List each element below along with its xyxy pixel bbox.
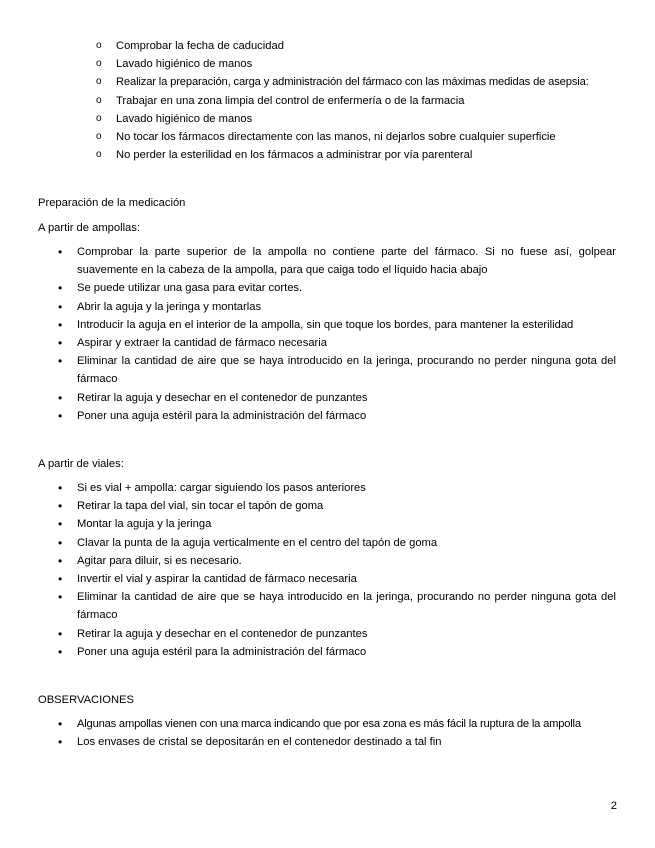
circle-bullet-icon: o	[96, 58, 102, 70]
list-item: • Introducir la aguja en el interior de la ampolla, sin que toque los bordes, para mantener la esterilidad	[0, 316, 655, 334]
list-item: • Montar la aguja y la jeringa	[0, 515, 655, 533]
list-item: • Aspirar y extraer la cantidad de fármaco necesaria	[0, 334, 655, 352]
list-item: • Abrir la aguja y la jeringa y montarlas	[0, 298, 655, 316]
list-item: • Se puede utilizar una gasa para evitar cortes.	[0, 279, 655, 297]
bullet-icon: •	[58, 535, 63, 550]
bullet-icon: •	[58, 644, 63, 659]
bullet-icon: •	[58, 499, 63, 514]
section-title-preparacion: Preparación de la medicación	[38, 197, 186, 209]
bullet-icon: •	[58, 336, 63, 351]
list-item: • Clavar la punta de la aguja verticalmente en el centro del tapón de goma	[0, 534, 655, 552]
bullet-icon: •	[58, 390, 63, 405]
section-title-observaciones: OBSERVACIONES	[38, 694, 134, 706]
list-item: • Comprobar la parte superior de la ampolla no contiene parte del fármaco. Si no fuese así, golpear suavemente en la cabeza de la ampolla, para que caiga todo el líquido hacia abajo	[58, 245, 616, 277]
list-item: • Eliminar la cantidad de aire que se haya introducido en la jeringa, procurando no perder ninguna gota del fármaco	[58, 354, 616, 386]
page-number: 2	[610, 800, 617, 812]
observaciones-list	[0, 715, 655, 751]
circle-bullet-icon: o	[96, 40, 102, 51]
bullet-icon: •	[58, 281, 63, 296]
list-item: • Retirar la aguja y desechar en el contenedor de punzantes	[0, 389, 655, 407]
list-item: • Retirar la tapa del vial, sin tocar el tapón de goma	[0, 497, 655, 515]
ampollas-list	[0, 243, 655, 425]
list-item: • Eliminar la cantidad de aire que se haya introducido en la jeringa, procurando no perder ninguna gota del fármaco	[58, 590, 616, 622]
list-item: • Poner una aguja estéril para la administración del fármaco	[0, 643, 655, 661]
list-item: o Lavado higiénico de manos	[0, 55, 655, 73]
bullet-icon: •	[58, 735, 63, 750]
bullet-icon: •	[58, 354, 63, 369]
list-item: • Poner una aguja estéril para la administración del fármaco	[0, 407, 655, 425]
bullet-icon: •	[58, 590, 63, 605]
viales-list	[0, 479, 655, 661]
circle-bullet-icon: o	[96, 149, 102, 161]
section-title-ampollas: A partir de ampollas:	[38, 222, 140, 234]
list-item: • Invertir el vial y aspirar la cantidad de fármaco necesaria	[0, 570, 655, 588]
bullet-icon: •	[58, 717, 63, 731]
bullet-icon: •	[58, 626, 63, 641]
circle-bullet-icon: o	[96, 112, 102, 124]
bullet-icon: •	[58, 481, 63, 495]
list-item: • Algunas ampollas vienen con una marca indicando que por esa zona es más fácil la ruptura de la ampolla	[0, 715, 655, 733]
bullet-icon: •	[58, 408, 63, 423]
list-item: • Agitar para diluir, si es necesario.	[0, 552, 655, 570]
list-item: o No perder la esterilidad en los fármacos a administrar por vía parenteral	[0, 146, 655, 164]
circle-bullet-icon: o	[96, 76, 102, 88]
list-item: • Los envases de cristal se depositarán en el contenedor destinado a tal fin	[0, 733, 655, 751]
bullet-icon: •	[58, 517, 63, 532]
list-item: o No tocar los fármacos directamente con las manos, ni dejarlos sobre cualquier superficie	[0, 128, 655, 146]
list-item: o Lavado higiénico de manos	[0, 110, 655, 128]
list-item: o Trabajar en una zona limpia del control de enfermería o de la farmacia	[0, 92, 655, 110]
bullet-icon: •	[58, 317, 63, 332]
list-item: o Realizar la preparación, carga y administración del fármaco con las máximas medidas de asepsia:	[0, 73, 655, 91]
bullet-icon: •	[58, 572, 63, 587]
list-item: • Si es vial + ampolla: cargar siguiendo los pasos anteriores	[0, 479, 655, 497]
circle-bullet-icon: o	[96, 94, 102, 106]
bullet-icon: •	[58, 553, 63, 568]
bullet-icon: •	[58, 245, 63, 259]
section-title-viales: A partir de viales:	[38, 458, 124, 470]
bullet-icon: •	[58, 299, 63, 314]
circle-bullet-icon: o	[96, 130, 102, 142]
top-sub-list	[0, 37, 655, 164]
list-item: o Comprobar la fecha de caducidad	[0, 37, 655, 55]
list-item: • Retirar la aguja y desechar en el contenedor de punzantes	[0, 625, 655, 643]
